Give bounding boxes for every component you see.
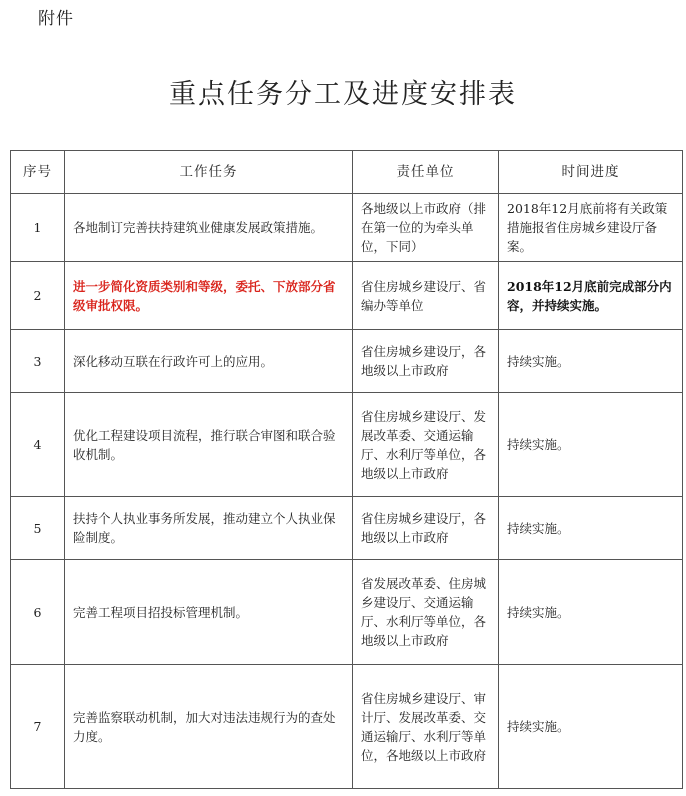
row-unit: 省住房城乡建设厅、省编办等单位 (353, 262, 499, 330)
row-time: 2018年12月底前将有关政策措施报省住房城乡建设厅备案。 (499, 194, 683, 262)
table-row (11, 560, 683, 665)
row-time: 持续实施。 (499, 330, 683, 393)
table-row (11, 665, 683, 789)
task-table (10, 150, 683, 789)
table-row (11, 393, 683, 497)
attachment-label: 附件 (38, 9, 74, 29)
row-time: 持续实施。 (499, 497, 683, 560)
row-number: 7 (11, 665, 65, 789)
row-time: 持续实施。 (499, 665, 683, 789)
row-number: 2 (11, 262, 65, 330)
row-task: 完善工程项目招投标管理机制。 (65, 560, 353, 665)
row-unit: 省住房城乡建设厅，各地级以上市政府 (353, 330, 499, 393)
table-row (11, 330, 683, 393)
row-time: 持续实施。 (499, 560, 683, 665)
row-task: 完善监察联动机制，加大对违法违规行为的查处力度。 (65, 665, 353, 789)
row-task: 优化工程建设项目流程，推行联合审图和联合验收机制。 (65, 393, 353, 497)
row-number: 4 (11, 393, 65, 497)
column-header-unit: 责任单位 (353, 151, 499, 194)
row-task: 扶持个人执业事务所发展，推动建立个人执业保险制度。 (65, 497, 353, 560)
row-unit: 省住房城乡建设厅、审计厅、发展改革委、交通运输厅、水利厅等单位，各地级以上市政府 (353, 665, 499, 789)
row-time: 2018年12月底前完成部分内容，并持续实施。 (499, 262, 683, 330)
row-task: 深化移动互联在行政许可上的应用。 (65, 330, 353, 393)
row-unit: 各地级以上市政府（排在第一位的为牵头单位，下同） (353, 194, 499, 262)
table-row (11, 262, 683, 330)
row-unit: 省住房城乡建设厅，各地级以上市政府 (353, 497, 499, 560)
row-unit: 省住房城乡建设厅、发展改革委、交通运输厅、水利厅等单位，各地级以上市政府 (353, 393, 499, 497)
row-number: 1 (11, 194, 65, 262)
row-task: 各地制订完善扶持建筑业健康发展政策措施。 (65, 194, 353, 262)
column-header-time: 时间进度 (499, 151, 683, 194)
row-time: 持续实施。 (499, 393, 683, 497)
row-task: 进一步简化资质类别和等级，委托、下放部分省级审批权限。 (65, 262, 353, 330)
table-row (11, 497, 683, 560)
row-number: 5 (11, 497, 65, 560)
table-header-row (11, 151, 683, 194)
row-unit: 省发展改革委、住房城乡建设厅、交通运输厅、水利厅等单位，各地级以上市政府 (353, 560, 499, 665)
row-number: 6 (11, 560, 65, 665)
column-header-no: 序号 (11, 151, 65, 194)
page-title: 重点任务分工及进度安排表 (169, 79, 517, 110)
table-row (11, 194, 683, 262)
row-number: 3 (11, 330, 65, 393)
column-header-task: 工作任务 (65, 151, 353, 194)
